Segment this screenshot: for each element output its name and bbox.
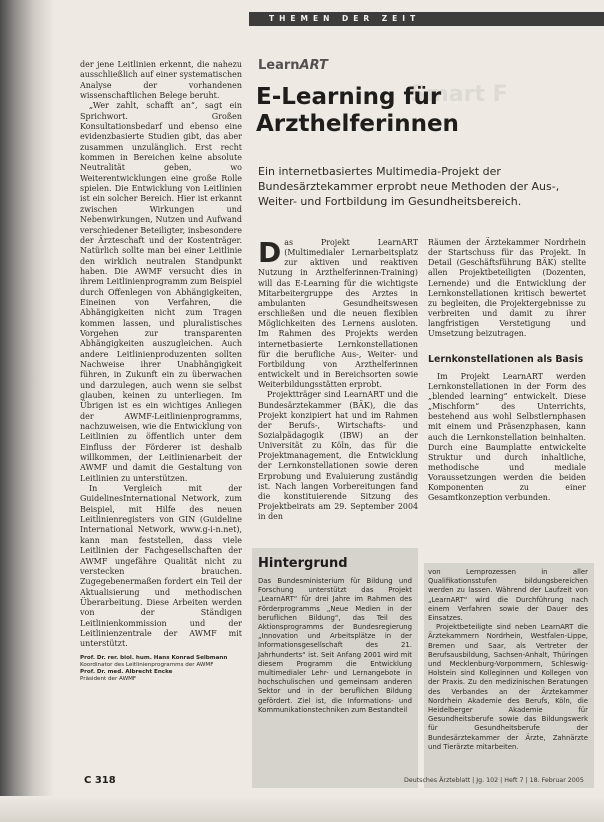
background-box-text: Das Bundesministerium für Bildung und Forschung unterstützt das Projekt „LearnART“ für drei Jahre im Rahmen des Förderprogramms „Neue Medien in der beruflichen Bildung“, das Teil des Aktionsprogramms der Bundesregierung „Innovation und Arbeitsplätze in der Informationsgesellschaft des 21. Jahrhunderts“ ist. Seit Anfang 2001 wird mit diesem Programm die Entwicklung multimedialer Lehr- und Lernangebote in hochschulischen und gemeinsam anderen Sektor und in der beruflichen Bildung gefördert. Ziel ist, die Informations- und Kommunikationstechniken zum Bestandteil bbox=[258, 577, 412, 714]
column-2-paragraph-1: Räumen der Ärztekammer Nordrhein der Startschuss für das Projekt. In Detail (Geschäftsführung BÄK) stellte allen Projektbeteiligten (Dozenten, Lernende) und die Entwicklung der Lernkonstellationen kritisch bewertet zu begleiten, die Projektergebnisse zu verbreiten und damit zu ihrer langfristigen Verstetigung und Umsetzung beizutragen. bbox=[428, 238, 586, 339]
drop-cap: D bbox=[258, 236, 282, 269]
article-title-line-2: Arzthelferinnen bbox=[256, 111, 459, 137]
left-paragraph-1: der jene Leitlinien erkennt, die nahezu ausschließlich auf einer systematischen Analyse der vorhandenen wissenschaftlichen Belege beruht. bbox=[80, 60, 242, 101]
left-paragraph-2: „Wer zahlt, schafft an“, sagt ein Sprichwort. Großen Konsultationsbedarf und ebenso eine evidenzbasierte Studien gibt, das aber zusammen unzulänglich. Erst recht kommen in Bereichen keine absolute Neutralität geben, wo Weiterentwicklungen eine große Rolle spielen. Die Entwicklung von Leitlinien ist ein solcher Bereich. Hier ist erkannt zwischen Wirkungen und Nebenwirkungen, Nutzen und Aufwand verschiedener Beteiligter, insbesondere der Ärzteschaft und der Kostenträger. Natürlich sollte man bei einer Leitlinie den wirklich neutralen Standpunkt haben. Die AWMF versucht dies in ihrem Leitlinienprogramm zum Beispiel durch Offenlegen von Abhängigkeiten, Eineinen von Verfahren, die Abhängigkeiten nicht zum Tragen kommen lassen, und pluralistisches Vorgehen zur transparenten Abhängigkeiten auszugleichen. Auch andere Leitlinienproduzenten sollten Nachweise ihrer Unabhängigkeit führen, in Zukunft ein zu überwachen und darzulegen, auch wenn sie selbst glauben, keinen zu unterliegen. Im Übrigen ist es ein wichtiges Anliegen der AWMF-Leitlinienprogramms, nachzuweisen, wie die Entwicklung von Leitlinien zu öffentlich unter dem Einfluss der Förderer ist deshalb willkommen, der Leitlinienarbeit der AWMF und damit die Gestaltung von Leitlinien zu unterstützen. bbox=[80, 101, 242, 483]
ghost-print-through: Smart F bbox=[410, 82, 508, 107]
column-1-paragraph-1 bbox=[258, 238, 418, 390]
section-header-bar bbox=[249, 12, 604, 26]
left-column-text bbox=[80, 60, 242, 683]
article-kicker bbox=[258, 58, 328, 73]
subheading-lernkonstellationen: Lernkonstellationen als Basis bbox=[428, 353, 584, 365]
article-lead: Ein internetbasiertes Multimedia-Projekt der Bundesärztekammer erprobt neue Methoden der Aus-, Weiter- und Fortbildung im Gesundheitsbereich. bbox=[258, 165, 560, 208]
author-block bbox=[80, 655, 242, 683]
author-2-name: Prof. Dr. med. Albrecht Encke bbox=[80, 668, 173, 675]
background-box-heading: Hintergrund bbox=[258, 556, 348, 571]
left-paragraph-3: In Vergleich mit der GuidelinesInternational Network, zum Beispiel, mit Hilfe des neuen Leitlinienregisters von GIN (Guideline International Network, www.g-i-n.net), kann man feststellen, dass viele Leitlinien der Fachgesellschaften der AWMF ungefähre Qualität nicht zu verstecken brauchen. Zugegebenermaßen fordert ein Teil der Aktualisierung und methodischen Überarbeitung. Diese Arbeiten werden von der Ständigen Leitlinienkommission und der Leitlinienzentrale der AWMF mit unterstützt. bbox=[80, 484, 242, 649]
journal-footer: Deutsches Ärzteblatt | Jg. 102 | Heft 7 | 18. Februar 2005 bbox=[404, 777, 584, 784]
page-binding-shadow bbox=[0, 0, 54, 822]
article-column-2 bbox=[428, 238, 586, 504]
column-1-paragraph-1-text: as Projekt LearnART (Multimedialer Lernarbeitsplatz zur aktiven und reaktiven Nutzung in Arzthelferinnen-Training) will das E-Learning für die wichtigste Mitarbeitergruppe des Arztes in ambulanten Gesundheitswesen erschließen und die neuen flexiblen Möglichkeiten des Lernens ausloten. Im Rahmen des Projekts werden internetbasierte Lernkonstellationen für die berufliche Aus-, Weiter- und Fortbildung von Arzthelferinnen entwickelt und in Bereichsorten sowie Weiterbildungsstätten erprobt. bbox=[258, 238, 418, 390]
page-number: C 318 bbox=[84, 775, 116, 786]
column-1-paragraph-2: Projektträger sind LearnART und die Bundesärztekammer (BÄK), die das Projekt konzipiert hat und im Rahmen der Berufs-, Wirtschafts- und Sozialpädagogik (IBW) an der Universität zu Köln, das für die Projektmanagement, die Entwicklung der Lernkonstellationen sowie deren Erprobung und Evaluierung zuständig ist. Nach langen Vorbereitungen fand die konstituierende Sitzung des Projektbeirats am 29. September 2004 in den bbox=[258, 390, 418, 522]
background-box-right-paragraph-2: Projektbeteiligte sind neben LearnART die Ärztekammern Nordrhein, Westfalen-Lippe, Bremen und Saar, als Vertreter der Berufsausbildung, Sachsen-Anhalt, Thüringen und Mecklenburg-Vorpommern, Schleswig-Holstein sind Kolleginnen und Kollegen von der Praxis. Zu den medizinischen Beratungen des Verbandes an der Ärztekammer Nordrhein Akademie des Berufs, Köln, die Heidelberger Akademie für Gesundheitsberufe sowie das Bildungswerk für Gesundheitsberufe der Bundesärztekammer der Ärzte, Zahnärzte und Tierärzte mitarbeiten. bbox=[428, 623, 588, 751]
article-title-line-1: E-Learning für bbox=[256, 84, 442, 110]
author-1-name: Prof. Dr. rer. biol. hum. Hans Konrad Selbmann bbox=[80, 654, 228, 661]
background-info-box bbox=[252, 548, 418, 788]
kicker-prefix: Learn bbox=[258, 58, 300, 73]
article-title bbox=[256, 84, 586, 138]
article-column-1 bbox=[258, 238, 418, 522]
section-label: THEMEN DER ZEIT bbox=[269, 14, 421, 23]
page-bottom-shadow bbox=[0, 796, 604, 822]
author-1-role: Koordinator des Leitlinienprogramms der AWMF bbox=[80, 661, 214, 668]
background-info-box-continued bbox=[424, 563, 594, 788]
author-2-role: Präsident der AWMF bbox=[80, 675, 137, 682]
kicker-suffix: ART bbox=[299, 58, 328, 73]
background-box-right-paragraph-1: von Lernprozessen in aller Qualifikationsstufen bildungsbereichen werden zu lassen. Während der Laufzeit von „LearnART“ wird die Durchführung nach einem Verfahren sowie der Dauer des Einsatzes. bbox=[428, 568, 588, 623]
column-2-paragraph-2: Im Projekt LearnART werden Lernkonstellationen in der Form des „blended learning“ entwickelt. Diese „Mischform“ des Unterrichts, bestehend aus wohl Selbstlernphasen mit einem und Präsenzphasen, kann auch die Lernkonstellation beinhalten. Durch eine Baumplatte entwickelte Struktur und durch inhaltliche, methodische und mediale Voraussetzungen werden die beiden Komponenten zu einer Gesamtkonzeption verbunden. bbox=[428, 371, 586, 503]
